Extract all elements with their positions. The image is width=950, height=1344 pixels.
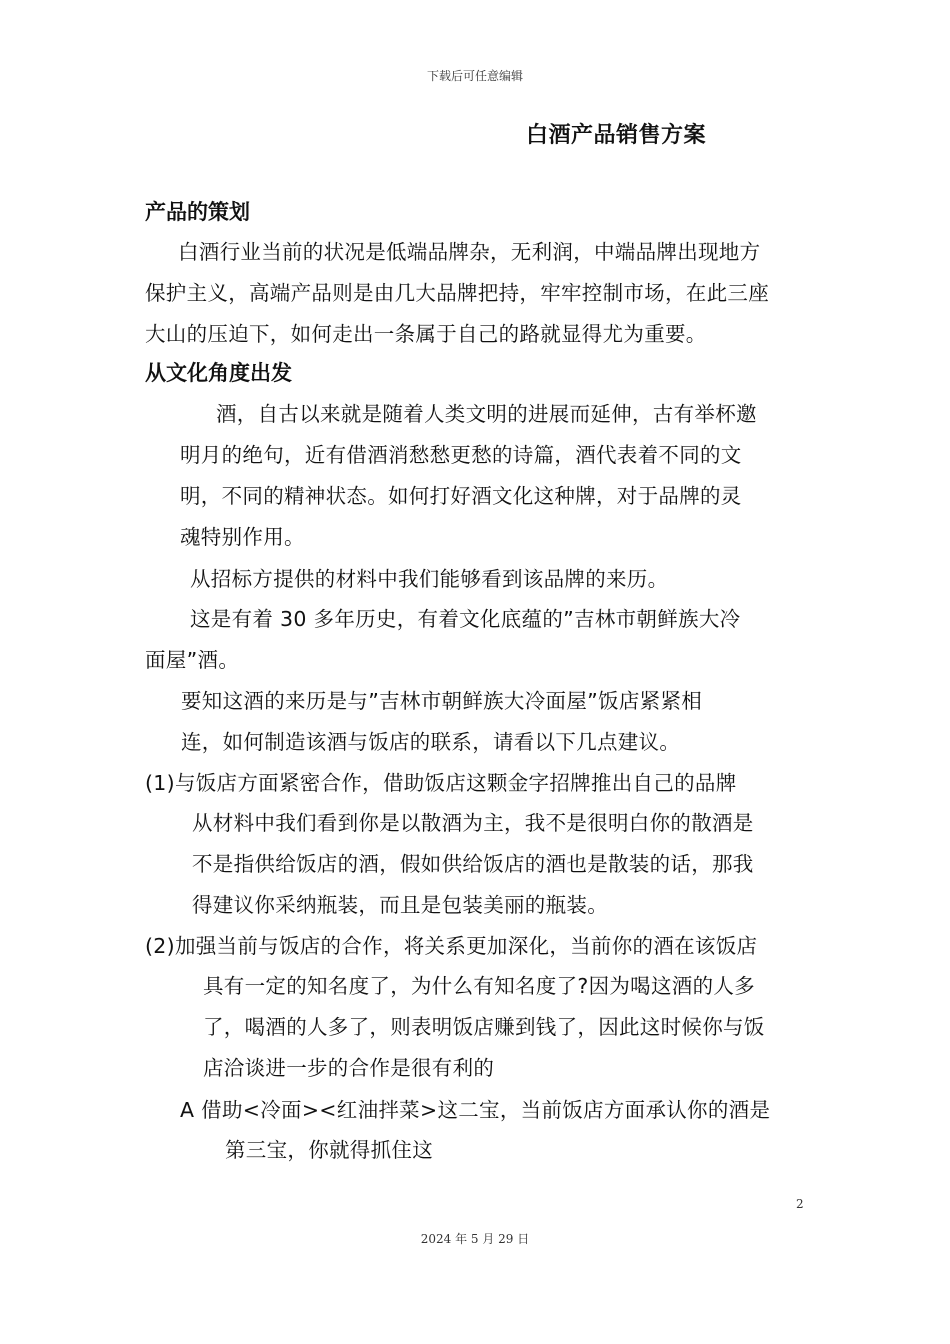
list-item-a-line: A 借助<冷面><红油拌菜>这二宝，当前饭店方面承认你的酒是 <box>180 1098 771 1122</box>
list-item-1-line: 得建议你采纳瓶装，而且是包装美丽的瓶装。 <box>192 893 608 917</box>
section-heading-culture: 从文化角度出发 <box>145 361 292 385</box>
paragraph-line: 要知这酒的来历是与”吉林市朝鲜族大冷面屋”饭店紧紧相 <box>181 689 703 713</box>
paragraph-line: 明，不同的精神状态。如何打好酒文化这种牌，对于品牌的灵 <box>180 484 742 508</box>
paragraph-line: 面屋”酒。 <box>145 648 240 672</box>
section-heading-product-planning: 产品的策划 <box>145 200 250 224</box>
list-item-2-line: 了，喝酒的人多了，则表明饭店赚到钱了，因此这时候你与饭 <box>203 1015 765 1039</box>
paragraph-line: 酒，自古以来就是随着人类文明的进展而延伸，古有举杯邀 <box>216 402 757 426</box>
footer-date: 2024 年 5 月 29 日 <box>420 1232 530 1246</box>
list-item-a-line: 第三宝，你就得抓住这 <box>225 1138 433 1162</box>
list-item-1-line: 从材料中我们看到你是以散酒为主，我不是很明白你的散酒是 <box>192 811 754 835</box>
list-item-2-line: (2)加强当前与饭店的合作，将关系更加深化，当前你的酒在该饭店 <box>145 934 758 958</box>
page-header: 下载后可任意编辑 <box>426 69 523 83</box>
paragraph-line: 大山的压迫下，如何走出一条属于自己的路就显得尤为重要。 <box>145 322 707 346</box>
list-item-1-line: (1)与饭店方面紧密合作，借助饭店这颗金字招牌推出自己的品牌 <box>145 771 737 795</box>
list-item-2-line: 店洽谈进一步的合作是很有利的 <box>203 1056 495 1080</box>
paragraph-line: 从招标方提供的材料中我们能够看到该品牌的来历。 <box>190 567 669 591</box>
page-number: 2 <box>796 1197 804 1211</box>
paragraph-line: 连，如何制造该酒与饭店的联系，请看以下几点建议。 <box>181 730 681 754</box>
list-item-1-line: 不是指供给饭店的酒，假如供给饭店的酒也是散装的话，那我 <box>192 852 754 876</box>
document-title: 白酒产品销售方案 <box>526 123 707 148</box>
paragraph-line: 保护主义，高端产品则是由几大品牌把持，牢牢控制市场，在此三座 <box>145 281 769 305</box>
list-item-2-line: 具有一定的知名度了，为什么有知名度了?因为喝这酒的人多 <box>203 974 755 998</box>
paragraph-line: 明月的绝句，近有借酒消愁愁更愁的诗篇，酒代表着不同的文 <box>180 443 742 467</box>
paragraph-line: 魂特别作用。 <box>180 525 305 549</box>
paragraph-line: 白酒行业当前的状况是低端品牌杂，无利润，中端品牌出现地方 <box>178 240 761 264</box>
paragraph-line: 这是有着 30 多年历史，有着文化底蕴的”吉林市朝鲜族大冷 <box>190 607 741 631</box>
